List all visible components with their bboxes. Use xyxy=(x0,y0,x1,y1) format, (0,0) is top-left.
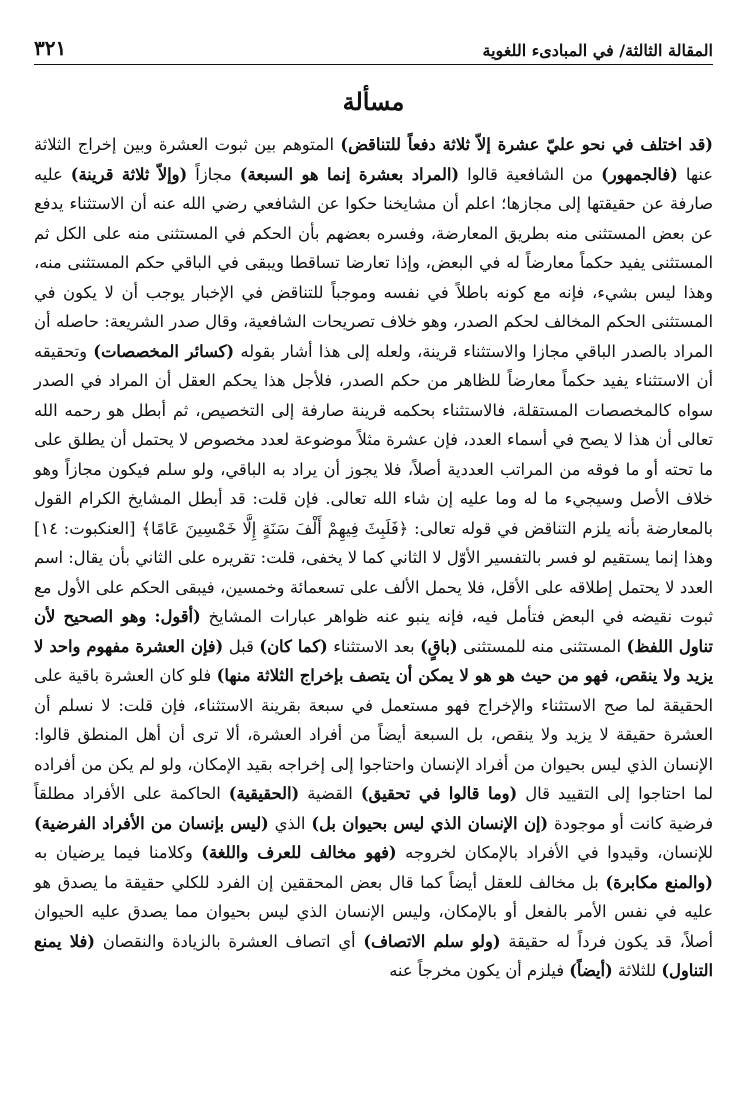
text-run: للثلاثة xyxy=(612,961,662,980)
page-number: ٣٢١ xyxy=(34,36,67,60)
text-run: بل مخالف للعقل أيضاً كما قال بعض المحققين إن الفرد للكلي حقيقة ما يصدق هو عليه في نفس الأمر بالفعل أو بالإمكان، وليس الإنسان الذي ليس بحيوان مما يصدق عليه الحيوان أصلاً، قد يكون فرداً له حقيقة xyxy=(34,872,713,951)
bold-text-run: (فلا يمنع التناول) xyxy=(34,931,713,980)
bold-text-run: (قد اختلف في نحو عليّ عشرة إلاّ ثلاثة دفعاً للتناقض) xyxy=(340,135,713,154)
bold-text-run: (الحقيقية) xyxy=(228,784,300,803)
bold-text-run: (والمنع مكابرة) xyxy=(605,872,713,892)
text-run: القضية xyxy=(299,784,361,803)
body-paragraph xyxy=(34,130,713,986)
bold-text-run: (أيضاً) xyxy=(569,961,613,980)
text-run: للإنسان، وقيدوا في الأفراد بالإمكان لخروجه xyxy=(396,843,713,862)
section-heading: مسألة xyxy=(342,87,405,116)
bold-text-run: (ليس بإنسان من الأفراد الفرضية) xyxy=(34,813,269,833)
text-run: المتوهم بين ثبوت العشرة وبين إخراج الثلاثة عنها xyxy=(34,135,713,184)
bold-text-run: (كما كان) xyxy=(259,636,328,656)
text-run: وكلامنا فيما يرضيان به xyxy=(34,843,202,862)
text-run: بعد الاستثناء xyxy=(327,636,421,656)
text-run: فيلزم أن يكون مخرجاً عنه xyxy=(389,961,570,980)
bold-text-run: (باقٍ) xyxy=(420,636,458,656)
text-run: فلو كان العشرة باقية على الحقيقة لما صح الاستثناء والإخراج فهو مستعمل في سبعة بقرينة الاستثناء، فإن قلت: لا نسلم أن العشرة حقيقة لا يزيد ولا ينقص، بل السبعة أيضاً من أفراد العشرة، ألا ترى أن أهل المنطق قالوا: الإنسان الذي ليس بحيوان من أفراد الإنسان واحتاجوا إلى إخراجه بقيد الإمكان، ولو لم يكن من أفراده لما احتاجوا إلى التقييد قال xyxy=(34,666,713,803)
text-run: مجازاً xyxy=(187,164,240,184)
text-run: عليه صارفة عن حقيقتها إلى مجازها؛ اعلم أن مشايخنا حكوا عن الشافعي رضي الله عنه أن الاستثناء يدفع عن بعض المستثنى منه بطريق المعارضة، وفسره بعضهم بأن الحكم في المستثنى منه على الكل ثم المستثنى يفيد حكماً معارضاً له في البعض، وإذا تعارضا تساقطا ويبقى في الباقي حكم المستثنى منه، وهذا ليس بشيء، فإنه مع كونه باطلاً في نفسه وموجباً للتناقض في الإخبار يوجب أن لا يكون في المستثنى الحكم المخالف لحكم الصدر، وهو خلاف تصريحات الشافعية، وقال صدر الشريعة: حاصله أن المراد بالصدر الباقي مجازا والاستثناء قرينة، ولعله إلى هذا أشار بقوله xyxy=(34,164,714,361)
text-run: قبل xyxy=(223,636,260,656)
running-title: المقالة الثالثة/ في المبادىء اللغوية xyxy=(482,41,713,60)
text-run: وتحقيقه أن الاستثناء يفيد حكماً معارضاً للظاهر من حكم الصدر، فلأجل هذا يحكم العقل أن المراد في الصدر سواه كالمخصصات المستقلة، فالاستثناء بحكمه قرينة صارفة إلى التخصيص، ثم أبطل هو رحمه الله تعالى أن هذا لا يصح في أسماء العدد، فإن عشرة مثلاً موضوعة لعدد مخصوص لا يحتمل أن يطلق على ما تحته أو ما فوقه من المراتب العددية أصلاً، فلا يجوز أن يراد به الباقي، ولو سلم فيكون مجازاً وهو خلاف الأصل وسيجيء ما له وما عليه إن شاء الله تعالى. فإن قلت: قد أبطل المشايخ الكرام القول بالمعارضة بأنه يلزم التناقض في قوله تعالى: ﴿فَلَبِثَ فِيهِمْ أَلْفَ سَنَةٍ إِلَّا خَمْسِينَ عَامًا﴾ [العنكبوت: ١٤] وهذا إنما يستقيم لو فسر بالتفسير الأوّل لا الثاني كما لا يخفى، قلت: تقريره على الثاني بأن يقال: اسم العدد لا يحتمل إطلاقه على الأقل، فلا يحمل الألف على تسعمائة وخمسين، فيبقى الحكم على الأول مع ثبوت نقيضه في البعض فتأمل فيه، فإنه ينبو عنه ظواهر عبارات المشايخ xyxy=(34,341,713,626)
text-run: المستثنى منه للمستثنى xyxy=(457,636,627,656)
text-run: الحاكمة على الأفراد مطلقاً فرضية كانت أو موجودة xyxy=(34,784,714,833)
page-header xyxy=(34,30,713,65)
bold-text-run: (فهو مخالف للعرف واللغة) xyxy=(201,843,397,862)
bold-text-run: (وإلاّ ثلاثة قرينة) xyxy=(70,164,188,184)
bold-text-run: (إن الإنسان الذي ليس بحيوان بل) xyxy=(311,813,549,833)
text-run: الذي xyxy=(268,813,312,833)
bold-text-run: (وما قالوا في تحقيق) xyxy=(360,784,518,803)
bold-text-run: (فالجمهور) xyxy=(601,164,678,184)
bold-text-run: (كسائر المخصصات) xyxy=(93,341,235,361)
bold-text-run: (فإن العشرة مفهوم واحد لا يزيد ولا ينقص، فهو من حيث هو هو لا يمكن أن يتصف بإخراج الثلاثة منها) xyxy=(34,636,713,685)
text-run: أي اتصاف العشرة بالزيادة والنقصان xyxy=(94,931,364,951)
text-run: من الشافعية قالوا xyxy=(459,164,602,184)
body-text xyxy=(34,130,713,986)
bold-text-run: (أقول: وهو الصحيح لأن تناول اللفظ) xyxy=(34,607,713,656)
bold-text-run: (ولو سلم الاتصاف) xyxy=(363,931,501,951)
bold-text-run: (المراد بعشرة إنما هو السبعة) xyxy=(239,164,460,184)
